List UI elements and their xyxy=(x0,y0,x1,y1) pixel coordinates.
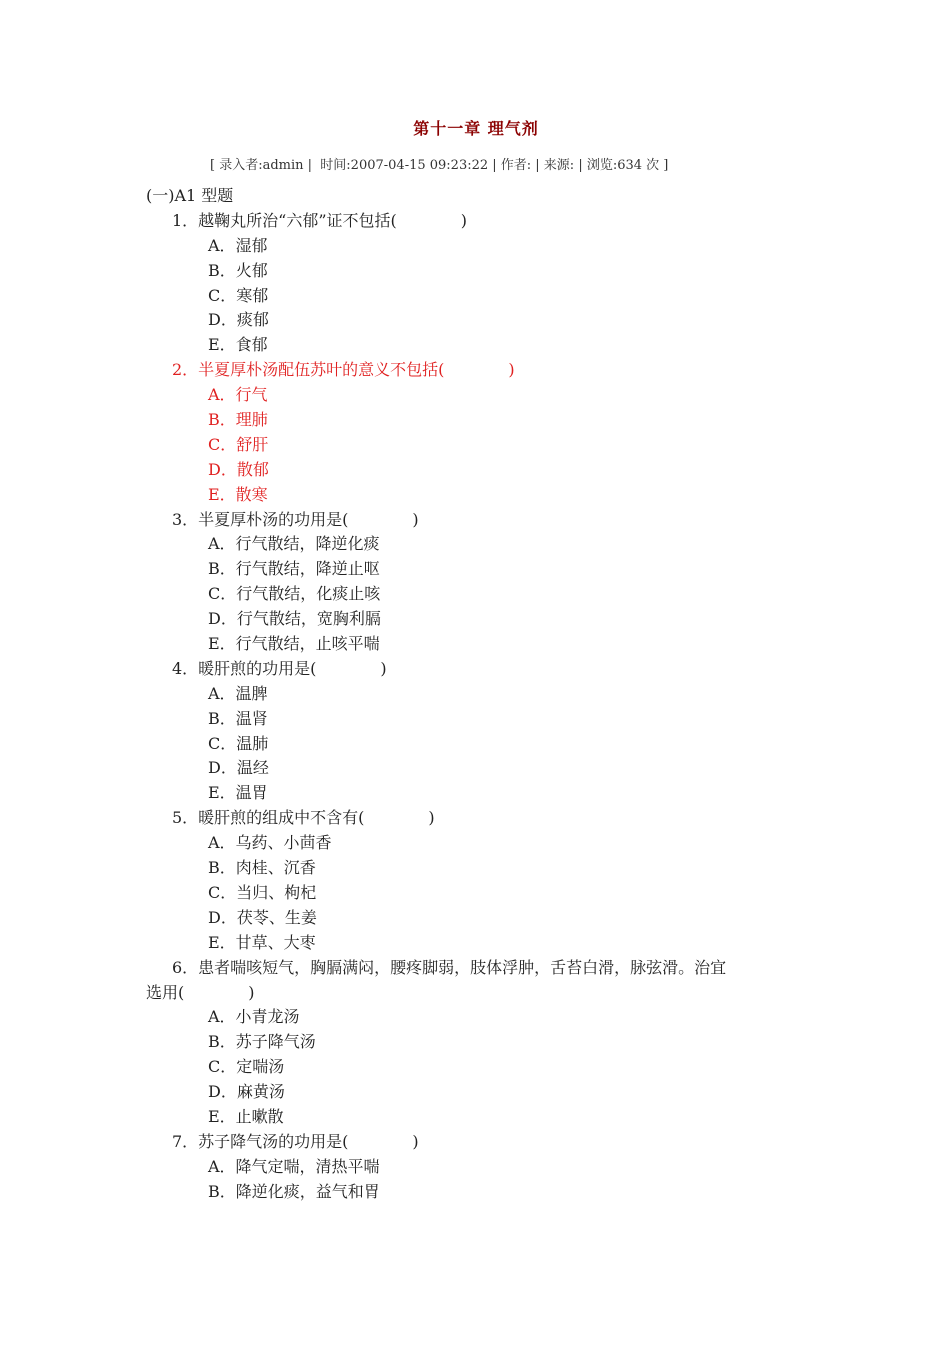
q7-option-b: B．降逆化痰，益气和胃 xyxy=(208,1181,380,1201)
question-4-stem: 4．暖肝煎的功用是( ) xyxy=(172,658,387,678)
page-title: 第十一章 理气剂 xyxy=(413,119,539,138)
q4-option-a: A．温脾 xyxy=(208,683,268,703)
q4-option-d: D．温经 xyxy=(208,758,269,778)
q1-option-c: C．寒郁 xyxy=(208,285,269,305)
q1-option-b: B．火郁 xyxy=(208,260,268,280)
q6-option-c: C．定喘汤 xyxy=(208,1057,285,1077)
q5-option-b: B．肉桂、沉香 xyxy=(208,858,316,878)
q2-option-b: B．理肺 xyxy=(208,410,268,430)
q3-option-b: B．行气散结，降逆止呕 xyxy=(208,559,380,579)
q1-option-d: D．痰郁 xyxy=(208,310,269,330)
q3-option-a: A．行气散结，降逆化痰 xyxy=(208,534,380,554)
question-3-stem: 3．半夏厚朴汤的功用是( ) xyxy=(172,509,419,529)
section-heading: (一)A1 型题 xyxy=(146,186,234,205)
question-2-stem: 2．半夏厚朴汤配伍苏叶的意义不包括( ) xyxy=(172,360,515,380)
q2-option-d: D．散郁 xyxy=(208,459,269,479)
q4-option-b: B．温肾 xyxy=(208,708,268,728)
question-list xyxy=(146,184,806,1205)
question-1-stem: 1．越鞠丸所治“六郁”证不包括( ) xyxy=(172,210,468,230)
q2-option-a: A．行气 xyxy=(208,385,268,405)
q6-option-d: D．麻黄汤 xyxy=(208,1082,285,1102)
q6-option-e: E．止嗽散 xyxy=(208,1106,284,1126)
q1-option-a: A．湿郁 xyxy=(208,235,268,255)
question-6-stem: 6．患者喘咳短气，胸膈满闷，腰疼脚弱，肢体浮肿，舌苔白滑，脉弦滑。治宜 xyxy=(172,957,727,977)
q4-option-e: E．温胃 xyxy=(208,783,268,803)
q3-option-c: C．行气散结，化痰止咳 xyxy=(208,584,381,604)
q2-option-e: E．散寒 xyxy=(208,484,268,504)
q7-option-a: A．降气定喘，清热平喘 xyxy=(208,1156,380,1176)
q1-option-e: E．食郁 xyxy=(208,335,268,355)
question-7-stem: 7．苏子降气汤的功用是( ) xyxy=(172,1131,419,1151)
article-meta: [ 录入者:admin | 时间:2007-04-15 09:23:22 | 作者: | 来源: | 浏览:634 次 ] xyxy=(210,158,669,173)
q2-option-c: C．舒肝 xyxy=(208,434,269,454)
question-5-stem: 5．暖肝煎的组成中不含有( ) xyxy=(172,808,435,828)
q6-option-a: A．小青龙汤 xyxy=(208,1007,300,1027)
q5-option-c: C．当归、枸杞 xyxy=(208,882,317,902)
question-6-stem-continued: 选用( ) xyxy=(146,982,255,1002)
q4-option-c: C．温肺 xyxy=(208,733,269,753)
q5-option-d: D．茯苓、生姜 xyxy=(208,907,317,927)
q3-option-e: E．行气散结，止咳平喘 xyxy=(208,634,380,654)
q5-option-e: E．甘草、大枣 xyxy=(208,932,316,952)
q3-option-d: D．行气散结，宽胸利膈 xyxy=(208,609,381,629)
q6-option-b: B．苏子降气汤 xyxy=(208,1032,316,1052)
q5-option-a: A．乌药、小茴香 xyxy=(208,833,332,853)
